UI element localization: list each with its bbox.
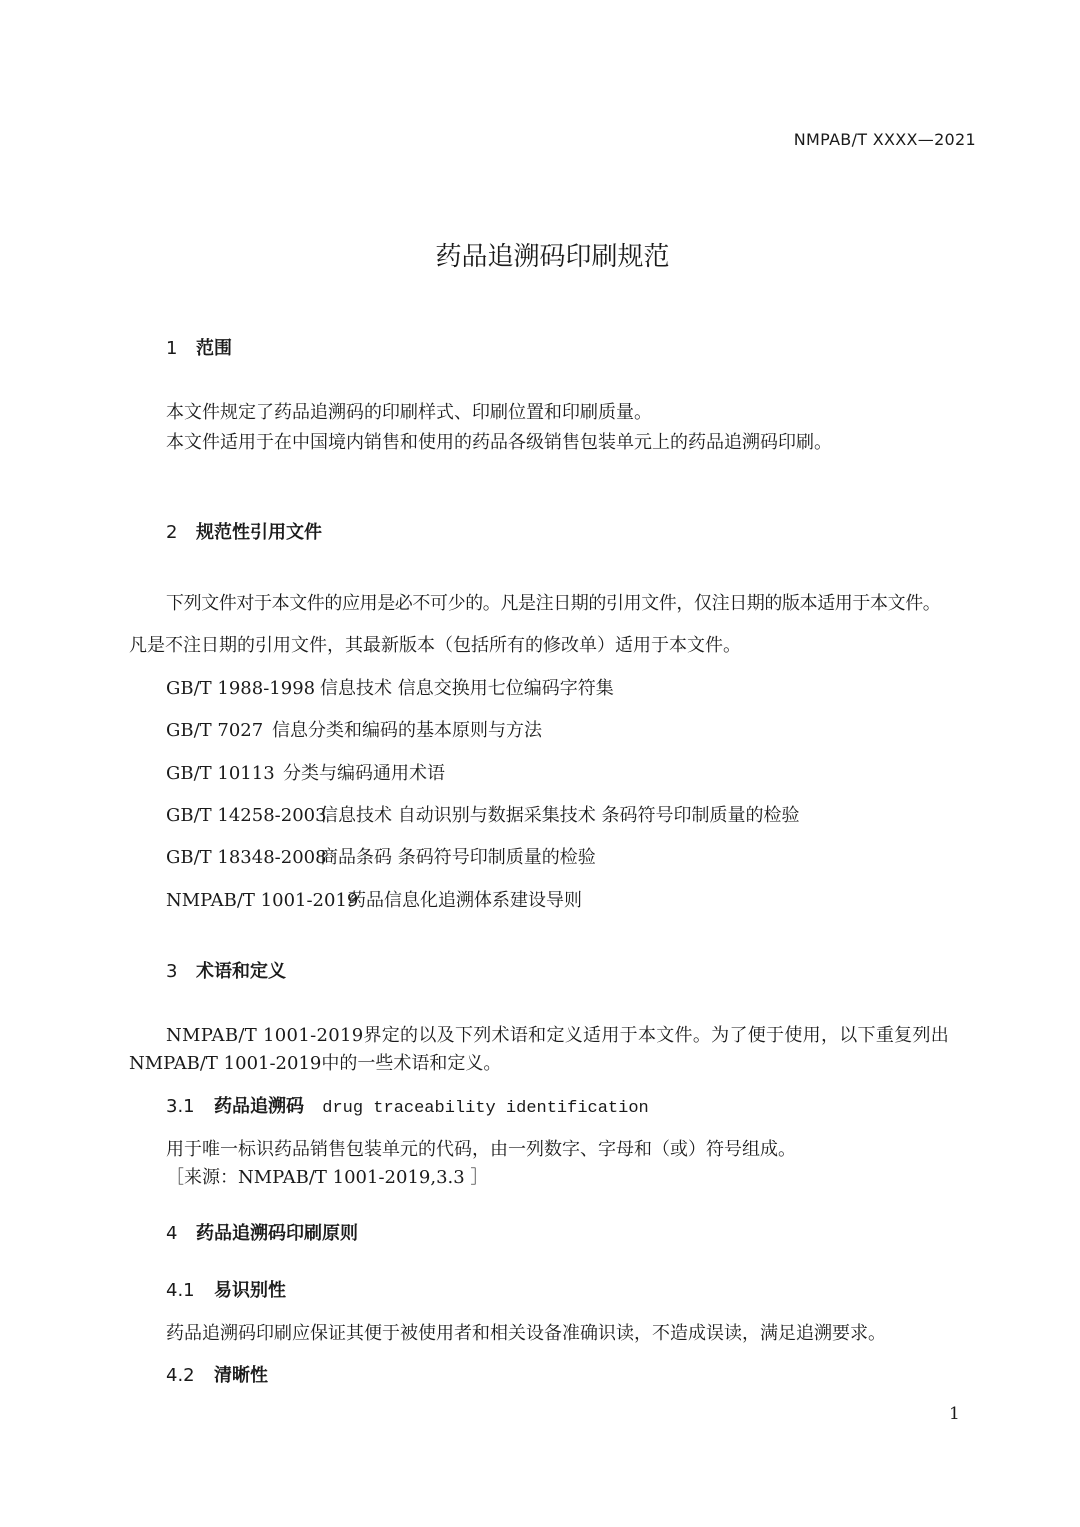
page-title: 药品追溯码印刷规范 bbox=[435, 242, 670, 272]
reference-code: GB/T 10113 bbox=[166, 763, 275, 784]
section-number: 1 bbox=[166, 338, 178, 359]
subsection-4-2-heading bbox=[166, 1361, 268, 1387]
reference-code: GB/T 7027 bbox=[166, 720, 264, 741]
section-4-heading bbox=[166, 1219, 358, 1245]
paragraph: NMPAB/T 1001-2019中的一些术语和定义。 bbox=[129, 1053, 502, 1074]
section-2-heading bbox=[166, 518, 322, 544]
reference-item bbox=[166, 886, 582, 912]
subsection-number: 4.2 bbox=[166, 1365, 195, 1386]
subsection-number: 3.1 bbox=[166, 1096, 195, 1117]
section-title: 药品追溯码印刷原则 bbox=[196, 1223, 358, 1244]
reference-title: 信息分类和编码的基本原则与方法 bbox=[272, 720, 542, 741]
paragraph: 下列文件对于本文件的应用是必不可少的。凡是注日期的引用文件，仅注日期的版本适用于本文件。 bbox=[166, 593, 941, 614]
reference-title: 商品条码 条码符号印制质量的检验 bbox=[320, 847, 596, 868]
section-1-heading bbox=[166, 334, 232, 360]
paragraph: NMPAB/T 1001-2019界定的以及下列术语和定义适用于本文件。为了便于使用，以下重复列出 bbox=[166, 1025, 950, 1046]
subsection-number: 4.1 bbox=[166, 1280, 195, 1301]
reference-code: NMPAB/T 1001-2019 bbox=[166, 890, 359, 911]
document-code: NMPAB/T XXXX—2021 bbox=[793, 130, 976, 149]
subsection-title: 清晰性 bbox=[214, 1365, 268, 1386]
subsection-title: 易识别性 bbox=[214, 1280, 286, 1301]
reference-item bbox=[166, 843, 596, 869]
section-number: 2 bbox=[166, 522, 178, 543]
subsection-title-english: drug traceability identification bbox=[322, 1099, 649, 1118]
section-title: 术语和定义 bbox=[196, 961, 286, 982]
reference-title: 分类与编码通用术语 bbox=[283, 763, 445, 784]
definition-source: ［来源：NMPAB/T 1001-2019,3.3 ］ bbox=[166, 1167, 489, 1188]
reference-item bbox=[166, 716, 542, 742]
paragraph: 本文件规定了药品追溯码的印刷样式、印刷位置和印刷质量。 bbox=[166, 402, 652, 423]
paragraph: 凡是不注日期的引用文件，其最新版本（包括所有的修改单）适用于本文件。 bbox=[129, 635, 741, 656]
section-number: 4 bbox=[166, 1223, 178, 1244]
reference-item bbox=[166, 674, 614, 700]
page-number: 1 bbox=[949, 1404, 960, 1424]
reference-item bbox=[166, 759, 445, 785]
reference-code: GB/T 1988-1998 bbox=[166, 678, 316, 699]
reference-title: 信息技术 自动识别与数据采集技术 条码符号印制质量的检验 bbox=[320, 805, 800, 826]
reference-code: GB/T 18348-2008 bbox=[166, 847, 327, 868]
paragraph: 药品追溯码印刷应保证其便于被使用者和相关设备准确识读，不造成误读，满足追溯要求。 bbox=[166, 1323, 886, 1344]
subsection-title: 药品追溯码 bbox=[214, 1096, 304, 1117]
reference-code: GB/T 14258-2003 bbox=[166, 805, 327, 826]
paragraph: 本文件适用于在中国境内销售和使用的药品各级销售包装单元上的药品追溯码印刷。 bbox=[166, 432, 832, 453]
section-3-heading bbox=[166, 957, 286, 983]
section-title: 规范性引用文件 bbox=[196, 522, 322, 543]
reference-item bbox=[166, 801, 799, 827]
definition-text: 用于唯一标识药品销售包装单元的代码，由一列数字、字母和（或）符号组成。 bbox=[166, 1139, 796, 1160]
subsection-3-1-heading bbox=[166, 1092, 649, 1118]
section-number: 3 bbox=[166, 961, 178, 982]
reference-title: 信息技术 信息交换用七位编码字符集 bbox=[320, 678, 614, 699]
subsection-4-1-heading bbox=[166, 1276, 286, 1302]
reference-title: 药品信息化追溯体系建设导则 bbox=[348, 890, 582, 911]
section-title: 范围 bbox=[196, 338, 232, 359]
